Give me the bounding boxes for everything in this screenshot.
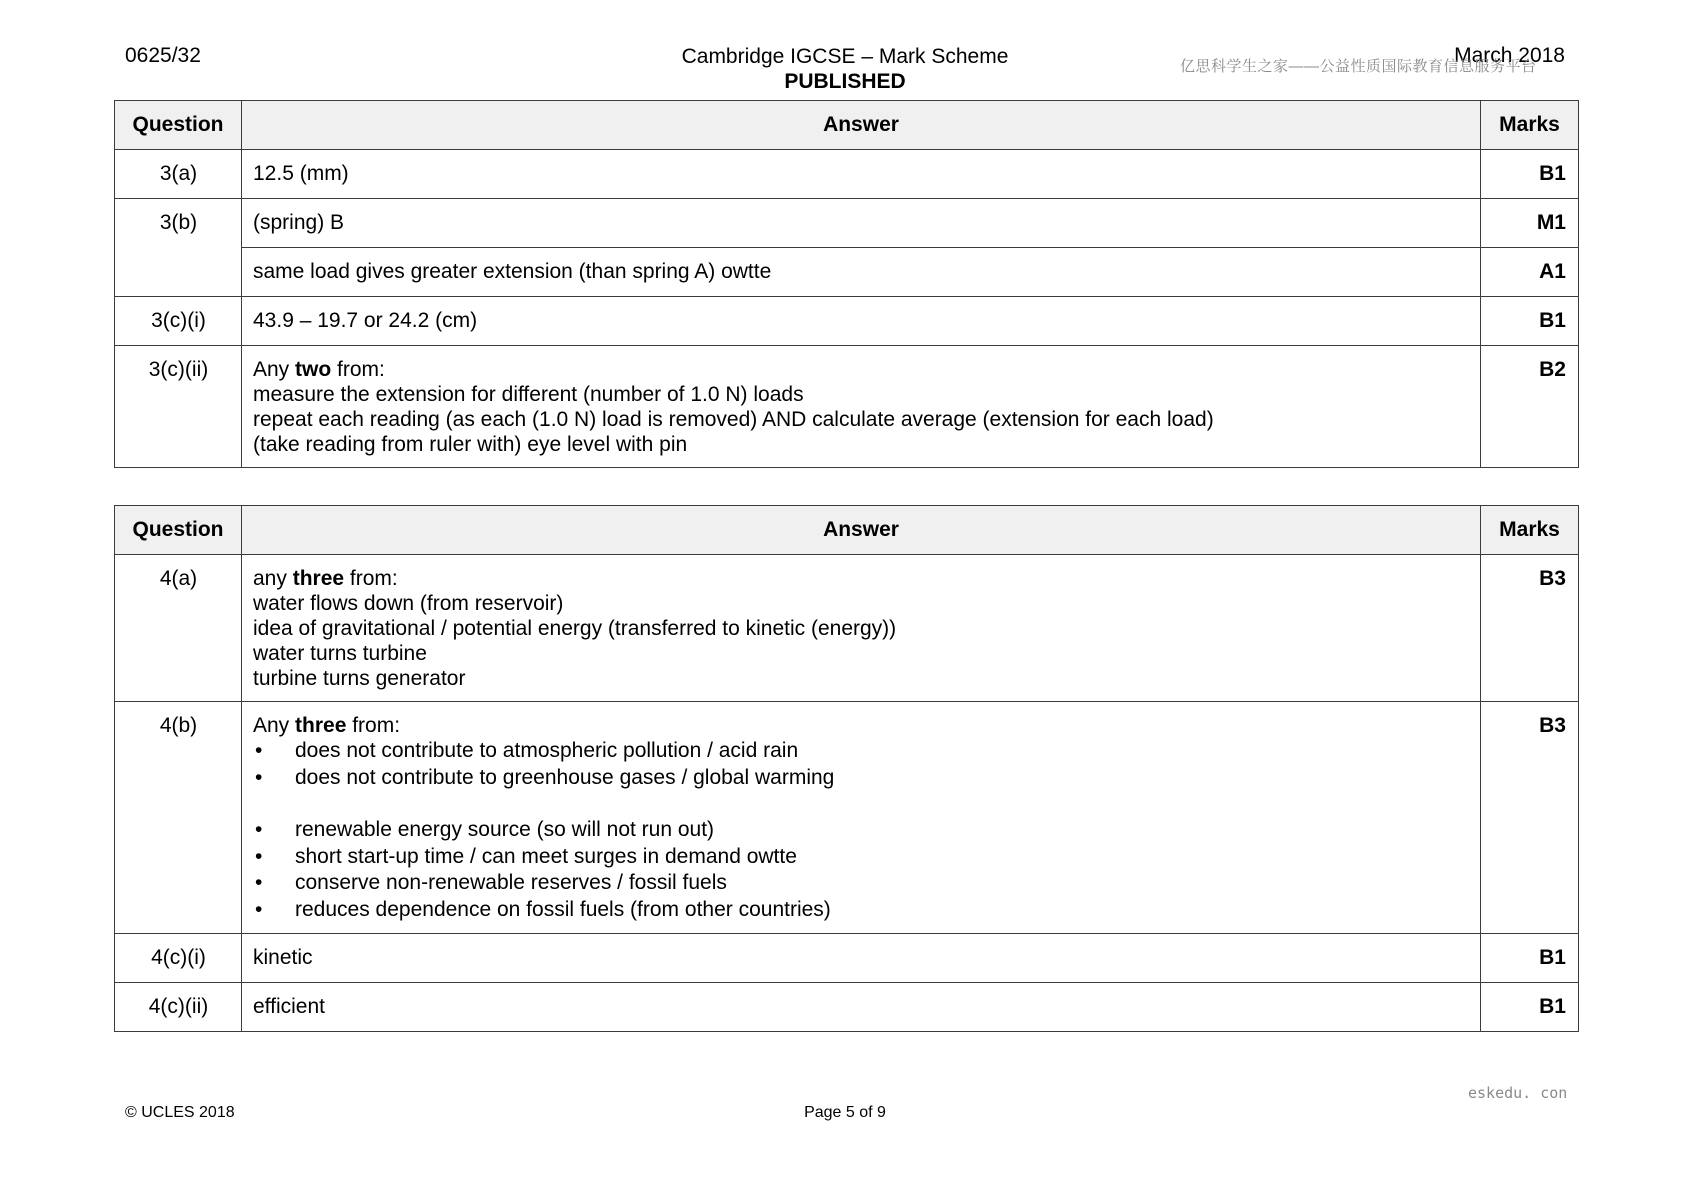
question-number: 3(b) xyxy=(159,211,198,234)
copyright-notice: © UCLES 2018 xyxy=(125,1104,235,1121)
mark-value: B1 xyxy=(1539,946,1566,969)
table-row xyxy=(115,346,1579,468)
table-row xyxy=(115,702,1579,934)
table-header-row xyxy=(115,101,1579,150)
mark-value: B2 xyxy=(1539,358,1566,381)
bullet-item: • does not contribute to greenhouse gases / global warming xyxy=(253,765,1470,792)
mark-value: M1 xyxy=(1536,211,1566,234)
answer-intro xyxy=(253,713,1470,738)
intro-text: from: xyxy=(344,567,398,590)
question-number: 4(c)(ii) xyxy=(148,995,209,1018)
question-number: 4(b) xyxy=(159,714,198,737)
answer-text: efficient xyxy=(253,995,325,1018)
bullet-item: • conserve non-renewable reserves / fossil fuels xyxy=(253,870,1470,897)
question-number: 3(c)(i) xyxy=(151,309,206,332)
answer-intro xyxy=(253,566,1470,591)
paper-code: 0625/32 xyxy=(125,44,201,67)
mark-value: B1 xyxy=(1539,162,1566,185)
site-watermark: eskedu. con xyxy=(1468,1084,1568,1102)
mark-value: B1 xyxy=(1539,995,1566,1018)
answer-text: kinetic xyxy=(253,946,313,969)
table-row xyxy=(115,297,1579,346)
answer-text xyxy=(242,555,1480,701)
column-header-answer: Answer xyxy=(242,101,1481,150)
bullet-item: • reduces dependence on fossil fuels (from other countries) xyxy=(253,897,1470,924)
answer-text: (spring) B xyxy=(253,211,345,234)
answer-text: 43.9 – 19.7 or 24.2 (cm) xyxy=(253,309,478,332)
published-label: PUBLISHED xyxy=(784,70,906,93)
mark-value: A1 xyxy=(1539,260,1566,283)
bullet-item: • does not contribute to atmospheric pollution / acid rain xyxy=(253,738,1470,765)
column-header-marks: Marks xyxy=(1481,506,1579,555)
answer-text xyxy=(242,346,1480,467)
intro-text: from: xyxy=(346,714,401,737)
table-row xyxy=(115,150,1579,199)
answer-line: repeat each reading (as each (1.0 N) load is removed) AND calculate average (extension for each load) xyxy=(253,408,1214,431)
table-row xyxy=(115,199,1579,248)
mark-value: B3 xyxy=(1539,567,1566,590)
answer-intro xyxy=(253,357,1470,382)
intro-emphasis: two xyxy=(295,358,332,381)
question-number: 3(c)(ii) xyxy=(148,358,209,381)
bullet-item: • renewable energy source (so will not run out) xyxy=(253,817,1470,844)
intro-emphasis: three xyxy=(292,567,345,590)
answer-text xyxy=(242,702,1480,933)
intro-text: Any xyxy=(253,714,296,737)
bullet-list xyxy=(253,817,1470,923)
question-number: 4(a) xyxy=(159,567,198,590)
answer-line: water turns turbine xyxy=(253,642,427,665)
column-header-answer: Answer xyxy=(242,506,1481,555)
mark-scheme-table-3 xyxy=(114,100,1579,468)
document-title: Cambridge IGCSE – Mark Scheme xyxy=(681,45,1009,68)
table-row xyxy=(115,248,1579,297)
exam-date: March 2018 xyxy=(1454,44,1565,67)
mark-scheme-table-4 xyxy=(114,505,1579,1032)
bullet-list xyxy=(253,738,1470,791)
intro-text: any xyxy=(253,567,293,590)
table-header-row xyxy=(115,506,1579,555)
answer-line: idea of gravitational / potential energy (transferred to kinetic (energy)) xyxy=(253,617,897,640)
question-number: 4(c)(i) xyxy=(151,946,206,969)
answer-line: turbine turns generator xyxy=(253,667,466,690)
column-header-question: Question xyxy=(115,506,242,555)
intro-text: from: xyxy=(331,358,385,381)
answer-text: 12.5 (mm) xyxy=(253,162,349,185)
table-row xyxy=(115,555,1579,702)
answer-text: same load gives greater extension (than spring A) owtte xyxy=(253,260,772,283)
page-number: Page 5 of 9 xyxy=(804,1104,886,1121)
intro-text: Any xyxy=(253,358,296,381)
column-header-marks: Marks xyxy=(1481,101,1579,150)
question-number: 3(a) xyxy=(159,162,198,185)
watermark-text: 亿思科学生之家——公益性质国际教育信息服务平台 xyxy=(1180,58,1537,75)
table-row xyxy=(115,934,1579,983)
mark-value: B3 xyxy=(1539,714,1566,737)
bullet-item: • short start-up time / can meet surges in demand owtte xyxy=(253,844,1470,871)
answer-line: water flows down (from reservoir) xyxy=(253,592,564,615)
answer-line: (take reading from ruler with) eye level with pin xyxy=(253,433,688,456)
answer-line: measure the extension for different (number of 1.0 N) loads xyxy=(253,383,804,406)
mark-value: B1 xyxy=(1539,309,1566,332)
column-header-question: Question xyxy=(115,101,242,150)
intro-emphasis: three xyxy=(295,714,347,737)
table-row xyxy=(115,983,1579,1032)
